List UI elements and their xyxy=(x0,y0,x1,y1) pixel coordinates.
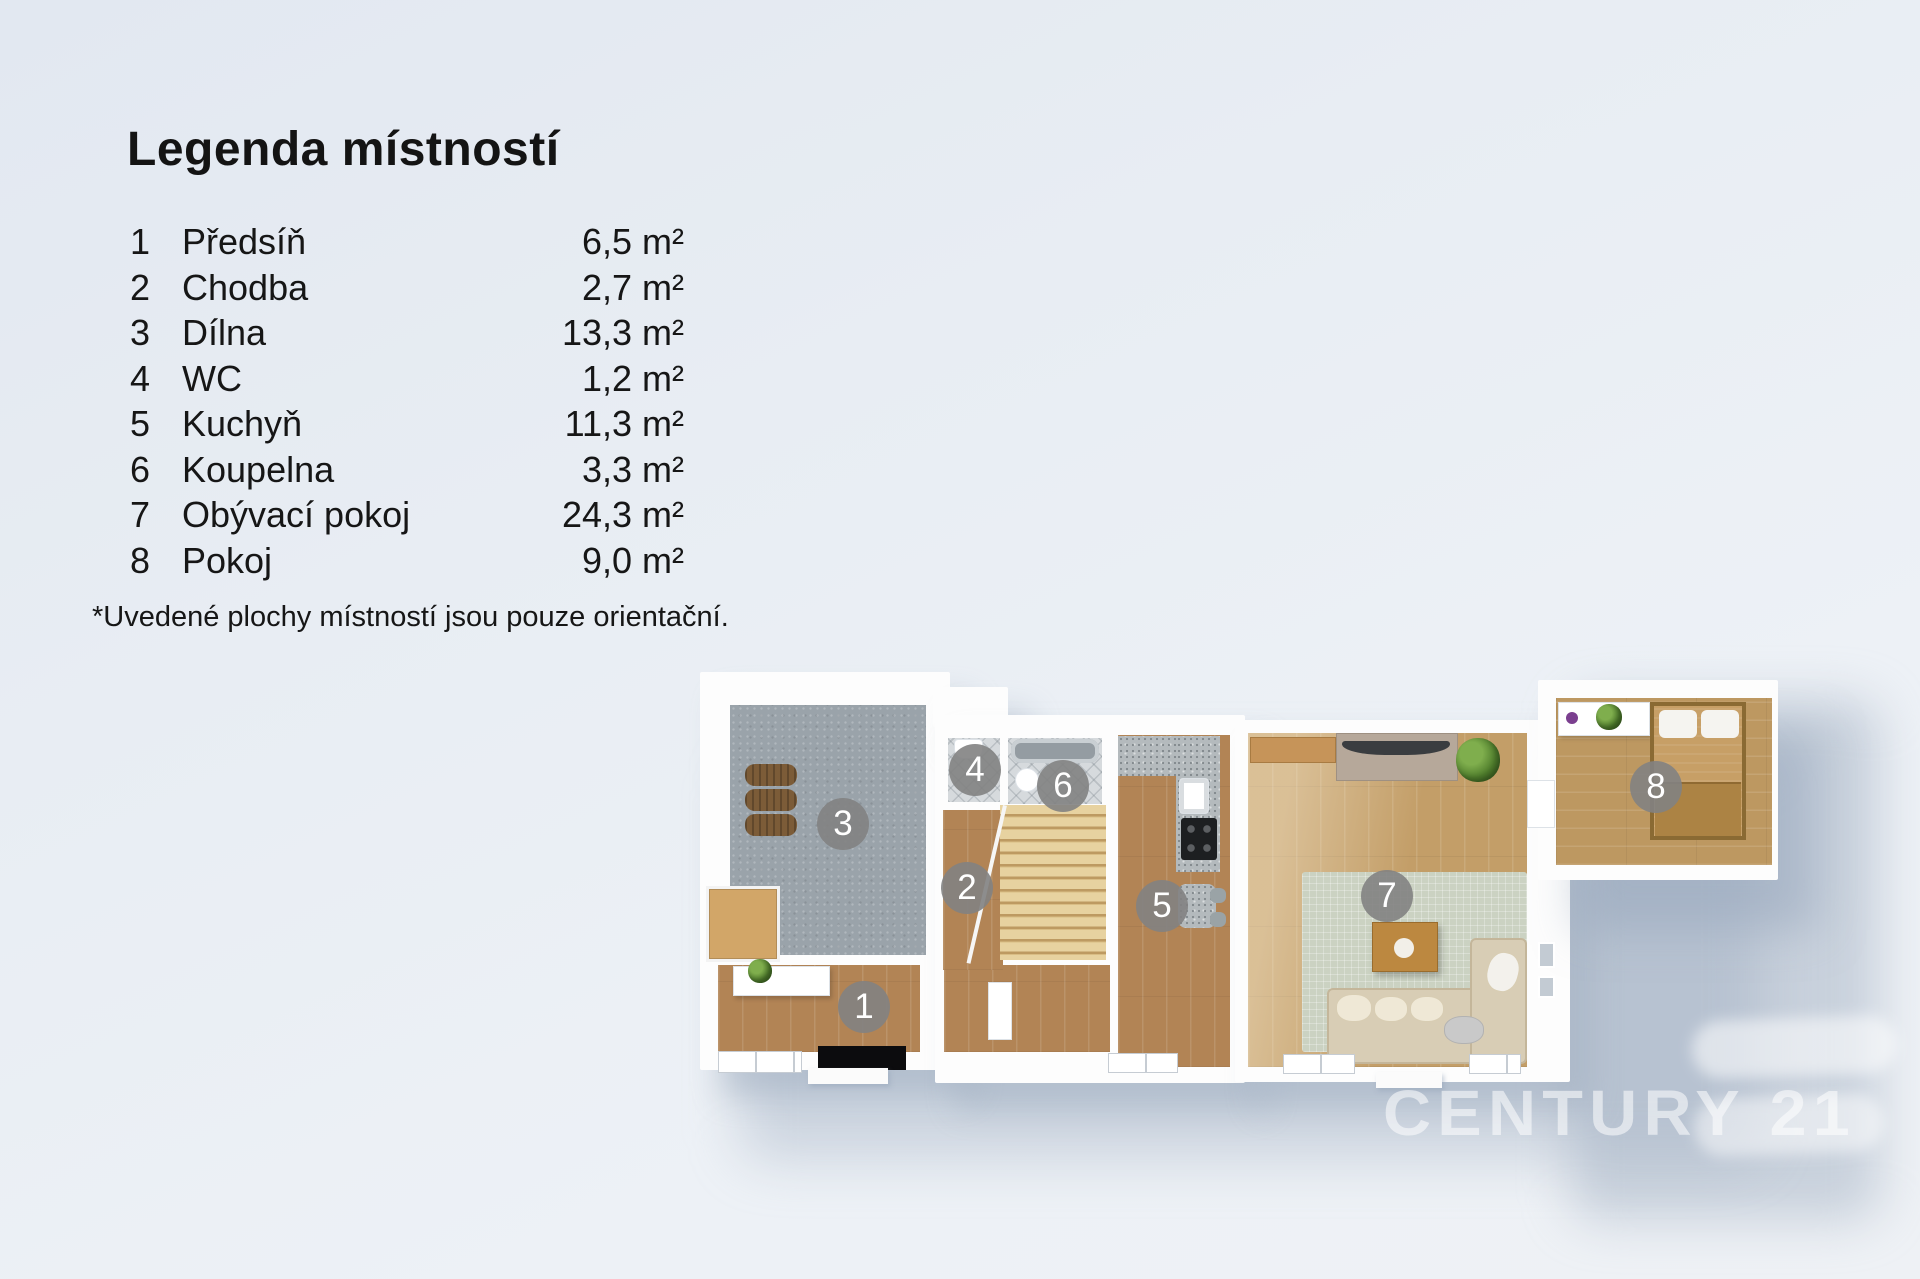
room-marker-pokoj: 8 xyxy=(1630,761,1682,813)
sofa-pillow xyxy=(1374,996,1408,1022)
room-name: Koupelna xyxy=(182,448,335,490)
potted-plant xyxy=(748,959,772,983)
room-number: 5 xyxy=(130,403,151,444)
room-name: Dílna xyxy=(182,312,267,353)
room-marker-dilna: 3 xyxy=(817,798,869,850)
room-area: 9,0 m² xyxy=(581,539,684,581)
stacked-baskets xyxy=(745,789,797,811)
room-area: 13,3 m² xyxy=(561,312,684,353)
room-number: 1 xyxy=(130,221,151,262)
exterior-window-inset xyxy=(1538,942,1555,968)
corridor-door xyxy=(988,982,1012,1040)
exterior-window-inset xyxy=(1538,976,1555,998)
legend-row xyxy=(130,312,684,358)
room-number: 7 xyxy=(130,494,151,535)
desk-plant xyxy=(1596,704,1622,730)
room-name: WC xyxy=(182,357,242,399)
sofa-pillow xyxy=(1410,996,1444,1022)
room-area: 24,3 m² xyxy=(561,494,684,535)
bathtub xyxy=(1011,739,1099,763)
bed-pillow xyxy=(1701,710,1739,738)
room-name: Pokoj xyxy=(182,539,273,581)
room-number: 8 xyxy=(130,539,151,581)
sofa-pillow xyxy=(1444,1016,1484,1044)
bathroom-sink xyxy=(1015,768,1039,792)
wooden-cabinet xyxy=(706,886,780,962)
legend-row xyxy=(130,358,684,404)
dining-chair xyxy=(1210,912,1226,927)
room-name: Chodba xyxy=(182,266,309,308)
room-marker-wc: 4 xyxy=(949,744,1001,796)
corridor-floor xyxy=(944,965,1110,1052)
wall-cabinet xyxy=(1527,780,1555,828)
legend-row xyxy=(130,540,684,586)
legend-footnote: *Uvedené plochy místností jsou pouze orientační. xyxy=(92,601,729,633)
legend-row xyxy=(130,449,684,495)
room-number: 6 xyxy=(130,448,151,490)
room-name: Obývací pokoj xyxy=(182,494,411,535)
room-marker-obyvaci-pokoj: 7 xyxy=(1361,870,1413,922)
staircase xyxy=(1000,805,1106,960)
window xyxy=(1283,1054,1355,1074)
legend-row xyxy=(130,494,684,540)
room-number: 3 xyxy=(130,312,151,353)
century21-watermark: CENTURY 21 xyxy=(1383,1077,1856,1149)
desk-toy xyxy=(1566,712,1578,724)
doormat xyxy=(818,1046,906,1070)
cooktop xyxy=(1181,818,1217,860)
room-marker-kuchyn: 5 xyxy=(1136,880,1188,932)
room-number: 4 xyxy=(130,357,151,399)
legend-row xyxy=(130,267,684,313)
room-area: 11,3 m² xyxy=(564,403,684,444)
wall-shelf xyxy=(1250,737,1336,763)
kitchen-sink xyxy=(1179,778,1209,814)
room-name: Předsíň xyxy=(182,221,307,262)
room-marker-koupelna: 6 xyxy=(1037,760,1089,812)
bed-pillow xyxy=(1659,710,1697,738)
window xyxy=(1108,1053,1178,1073)
window xyxy=(718,1051,802,1073)
room-area: 6,5 m² xyxy=(581,221,684,262)
large-plant xyxy=(1456,738,1500,782)
entry-step xyxy=(808,1068,888,1084)
sofa-pillow xyxy=(1336,994,1372,1022)
window xyxy=(1469,1054,1521,1074)
room-area: 2,7 m² xyxy=(581,266,684,308)
dining-chair xyxy=(1210,888,1226,903)
legend-room-list xyxy=(130,221,684,585)
legend-title: Legenda místností xyxy=(127,123,560,176)
room-marker-chodba: 2 xyxy=(941,862,993,914)
room-area: 1,2 m² xyxy=(581,357,684,399)
room-number: 2 xyxy=(130,266,151,308)
table-decor xyxy=(1394,938,1414,958)
room-marker-predsin: 1 xyxy=(838,981,890,1033)
legend-row xyxy=(130,403,684,449)
stacked-baskets xyxy=(745,814,797,836)
room-area: 3,3 m² xyxy=(581,448,684,490)
stacked-baskets xyxy=(745,764,797,786)
legend-row xyxy=(130,221,684,267)
room-name: Kuchyň xyxy=(182,403,303,444)
